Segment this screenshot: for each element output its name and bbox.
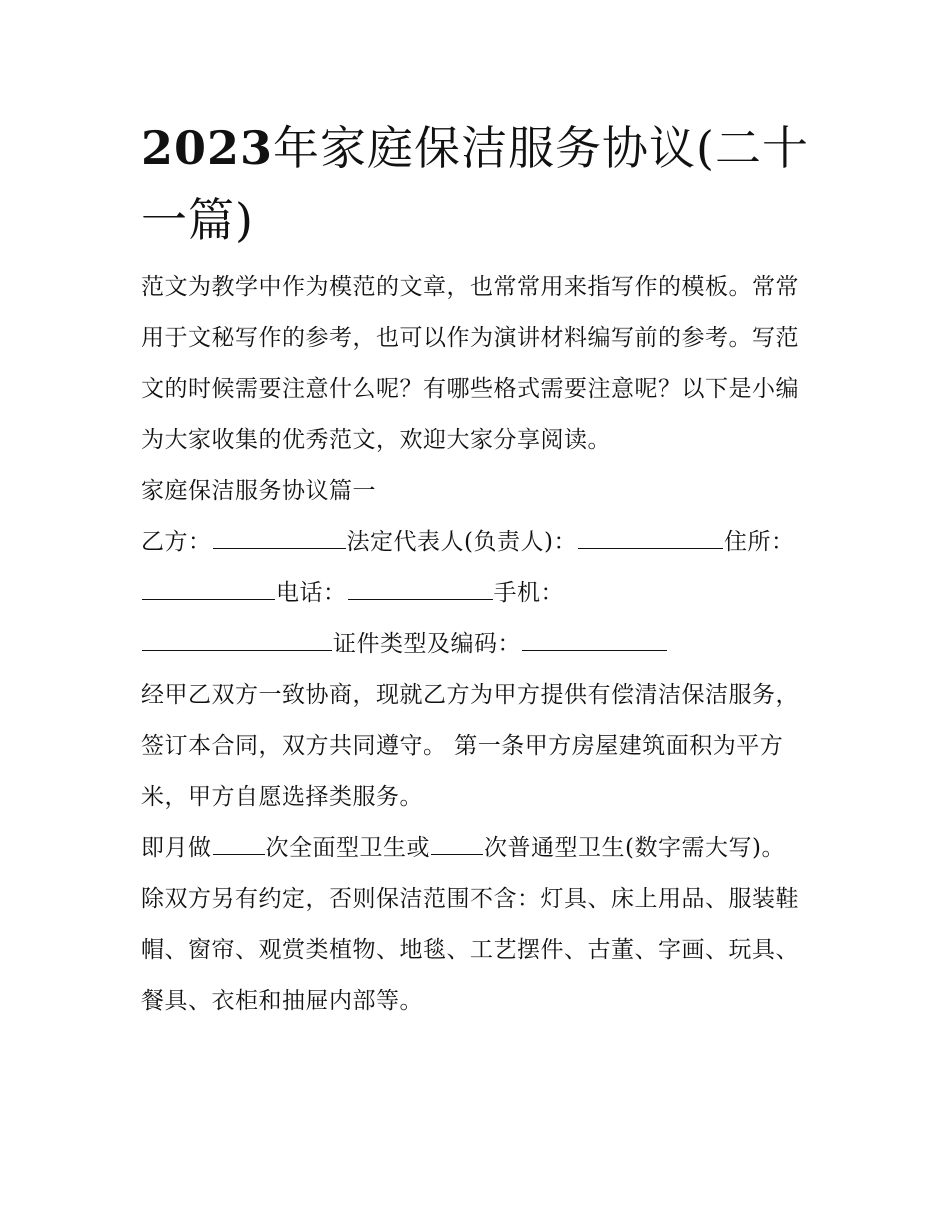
regular-cleaning-count-blank xyxy=(431,853,483,855)
party-b-blank xyxy=(213,547,346,549)
exclusions-paragraph: 除双方另有约定，否则保洁范围不含：灯具、床上用品、服装鞋帽、窗帘、观赏类植物、地毯、工艺摆件、古董、字画、玩具、餐具、衣柜和抽屉内部等。 xyxy=(141,886,799,1014)
party-b-info xyxy=(141,517,821,670)
rep-blank xyxy=(578,547,723,549)
intro-paragraph: 范文为教学中作为模范的文章，也常常用来指写作的模板。常常用于文秘写作的参考，也可以作为演讲材料编写前的参考。写范文的时候需要注意什么呢？有哪些格式需要注意呢？以下是小编为大家收集的优秀范文，欢迎大家分享阅读。 xyxy=(141,274,799,453)
party-b-label: 乙方： xyxy=(141,529,212,555)
monthly-suffix: 次普通型卫生(数字需大写)。 xyxy=(484,835,785,861)
address-blank xyxy=(142,598,275,600)
id-blank xyxy=(522,649,667,651)
address-label: 住所： xyxy=(723,529,795,555)
id-label: 证件类型及编码： xyxy=(333,631,521,657)
monthly-mid: 次全面型卫生或 xyxy=(265,835,430,861)
monthly-service-paragraph xyxy=(141,823,821,874)
document-page xyxy=(141,112,821,1027)
monthly-prefix: 即月做 xyxy=(141,835,212,861)
document-title xyxy=(141,112,821,256)
phone-label: 电话： xyxy=(276,580,347,606)
section-heading: 家庭保洁服务协议篇一 xyxy=(141,478,376,504)
agreement-paragraph: 经甲乙双方一致协商，现就乙方为甲方提供有偿清洁保洁服务，签订本合同，双方共同遵守。 第一条甲方房屋建筑面积为平方米，甲方自愿选择类服务。 xyxy=(141,682,799,810)
rep-label: 法定代表人(负责人)： xyxy=(346,529,577,555)
mobile-label: 手机： xyxy=(493,580,564,606)
phone-blank xyxy=(348,598,493,600)
full-cleaning-count-blank xyxy=(213,853,265,855)
title-year: 2023 xyxy=(141,121,274,175)
title-text: 年家庭保洁服务协议(二十一篇) xyxy=(141,121,809,247)
mobile-blank xyxy=(142,649,332,651)
